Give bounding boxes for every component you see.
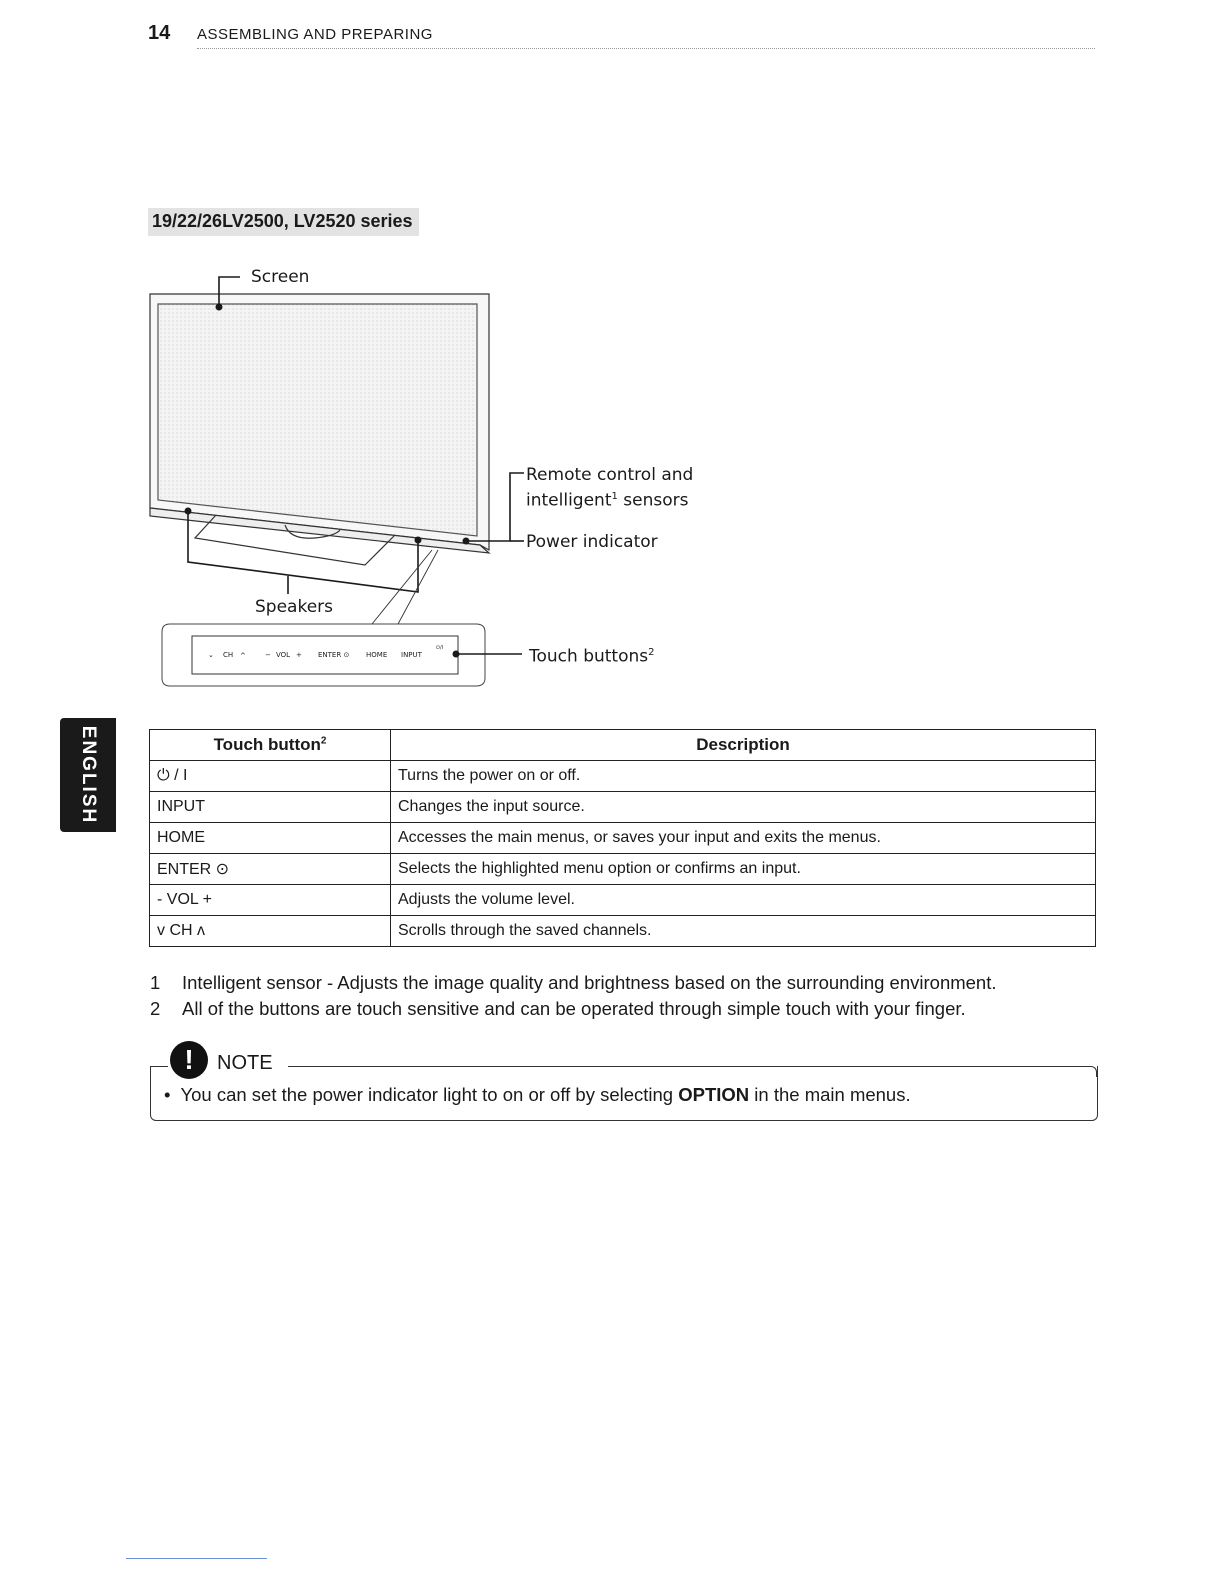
section-title: ASSEMBLING AND PREPARING	[197, 26, 433, 43]
power-indicator-marker	[463, 538, 470, 545]
button-cell: v CH ʌ	[150, 916, 391, 947]
panel-input-label: INPUT	[401, 651, 422, 659]
table-row	[150, 792, 1096, 823]
panel-ch-up-icon: ^	[240, 652, 246, 660]
note-box-top-left	[150, 1066, 168, 1067]
description-cell: Changes the input source.	[391, 792, 1096, 823]
panel-vol-label: VOL	[276, 651, 291, 659]
touch-buttons-text: Touch buttons	[529, 646, 649, 667]
speaker-right-marker	[415, 537, 422, 544]
table-row	[150, 761, 1096, 792]
header-rule	[197, 48, 1095, 49]
table-row	[150, 854, 1096, 885]
header-touch-button	[150, 730, 391, 761]
panel-vol-plus-icon: +	[296, 651, 302, 659]
exclamation-icon: !	[170, 1041, 208, 1079]
power-indicator-label: Power indicator	[526, 532, 658, 552]
button-cell: HOME	[150, 823, 391, 854]
tv-frame	[150, 294, 489, 553]
footnote-1	[150, 972, 997, 994]
footnote-2	[150, 998, 966, 1020]
description-cell: Turns the power on or off.	[391, 761, 1096, 792]
language-side-tab	[60, 718, 116, 832]
touch-buttons-marker	[453, 651, 460, 658]
header-description: Description	[391, 730, 1096, 761]
footnote-text: Intelligent sensor - Adjusts the image quality and brightness based on the surrounding environment.	[182, 972, 997, 993]
button-cell: INPUT	[150, 792, 391, 823]
panel-power-icon: ⏻/I	[436, 645, 444, 651]
panel-home-label: HOME	[366, 651, 388, 659]
note-text	[164, 1084, 911, 1106]
note-box-top-right	[288, 1066, 1090, 1067]
note-bullet: •	[164, 1084, 171, 1105]
header-footnote-ref: 2	[320, 735, 327, 747]
panel-ch-label: CH	[223, 651, 234, 659]
description-cell: Selects the highlighted menu option or confirms an input.	[391, 854, 1096, 885]
touch-button-table	[149, 729, 1096, 947]
description-cell: Adjusts the volume level.	[391, 885, 1096, 916]
table-row	[150, 823, 1096, 854]
panel-vol-minus-icon: −	[265, 651, 271, 659]
table-header-row	[150, 730, 1096, 761]
screen-label: Screen	[251, 267, 310, 287]
series-heading: 19/22/26LV2500, LV2520 series	[148, 208, 419, 236]
footnote-text: All of the buttons are touch sensitive and can be operated through simple touch with your finger.	[182, 998, 966, 1019]
remote-sensor-label-line2	[526, 486, 688, 512]
table-row	[150, 885, 1096, 916]
footnote-ref-1: 1	[611, 491, 618, 502]
bottom-rule	[126, 1558, 267, 1559]
screen-marker	[216, 304, 223, 311]
note-title: NOTE	[217, 1052, 283, 1075]
note-text-pre: You can set the power indicator light to on or off by selecting	[180, 1084, 679, 1105]
page-number: 14	[148, 22, 171, 44]
footnote-number: 1	[150, 972, 161, 993]
note-text-bold: OPTION	[678, 1084, 750, 1105]
remote-sensor-label-line1: Remote control and	[526, 465, 694, 485]
button-cell: ENTER ⊙	[150, 854, 391, 885]
description-cell: Accesses the main menus, or saves your input and exits the menus.	[391, 823, 1096, 854]
remote-sensor-text-post: sensors	[617, 490, 689, 511]
panel-ch-down-icon: ⌄	[208, 651, 214, 659]
touch-buttons-label	[529, 642, 655, 668]
side-tab-label: ENGLISH	[78, 725, 99, 825]
note-text-post: in the main menus.	[749, 1084, 911, 1105]
button-cell: - VOL +	[150, 885, 391, 916]
footnote-number: 2	[150, 998, 161, 1019]
speakers-label: Speakers	[255, 597, 334, 617]
remote-sensor-text: intelligent	[526, 490, 612, 511]
table-row	[150, 916, 1096, 947]
speaker-left-marker	[185, 508, 192, 515]
description-cell: Scrolls through the saved channels.	[391, 916, 1096, 947]
panel-enter-label: ENTER ⊙	[318, 651, 350, 659]
button-cell: ⏻ / I	[150, 761, 391, 792]
footnote-ref-2: 2	[648, 647, 655, 658]
header-touch-button-text: Touch button	[213, 735, 321, 754]
note-box-corner	[1088, 1066, 1097, 1077]
